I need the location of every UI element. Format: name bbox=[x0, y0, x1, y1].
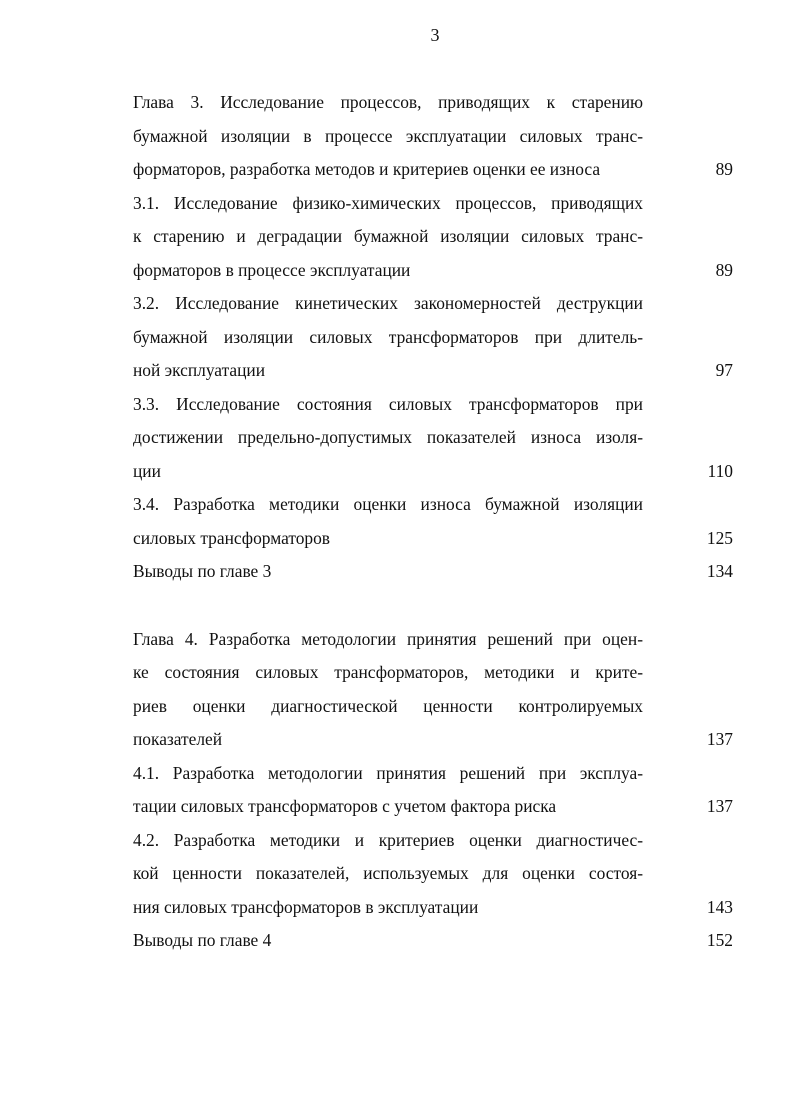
toc-entry-conclusions-4 bbox=[133, 924, 733, 958]
toc-entry-section-3-2 bbox=[133, 287, 733, 388]
toc-line bbox=[133, 924, 733, 958]
toc-line bbox=[133, 455, 733, 489]
toc-line-text: форматоров, разработка методов и критериев оценки ее износа bbox=[133, 159, 601, 179]
toc-page-number: 137 bbox=[706, 729, 733, 749]
toc-line-text: кой ценности показателей, используемых для оценки состоя- bbox=[133, 863, 643, 883]
toc-line-text: ке состояния силовых трансформаторов, методики и крите- bbox=[133, 662, 643, 682]
toc-entry-section-4-1 bbox=[133, 757, 733, 824]
toc-line bbox=[133, 153, 733, 187]
toc-line-text: бумажной изоляции силовых трансформаторов при длитель- bbox=[133, 326, 643, 347]
toc-entry-chapter-3 bbox=[133, 86, 733, 187]
toc-line bbox=[133, 120, 733, 154]
toc-entry-section-3-1 bbox=[133, 187, 733, 288]
toc-line bbox=[133, 187, 733, 221]
toc-line bbox=[133, 723, 733, 757]
toc-line bbox=[133, 824, 733, 858]
toc-page-number: 110 bbox=[707, 460, 733, 481]
toc-line bbox=[133, 254, 733, 288]
toc-line-text: 3.2. Исследование кинетических закономерностей деструкции bbox=[133, 293, 643, 313]
toc-entry-conclusions-3 bbox=[133, 555, 733, 589]
toc-line bbox=[133, 623, 733, 657]
toc-line-text: тации силовых трансформаторов с учетом фактора риска bbox=[133, 796, 557, 816]
toc-line bbox=[133, 555, 733, 589]
toc-line-text: 3.4. Разработка методики оценки износа бумажной изоляции bbox=[133, 494, 643, 514]
toc-line-text: форматоров в процессе эксплуатации bbox=[133, 259, 411, 280]
toc-line bbox=[133, 220, 733, 254]
toc-line bbox=[133, 891, 733, 925]
toc-line-text: достижении предельно-допустимых показателей износа изоля- bbox=[133, 427, 643, 447]
toc-line bbox=[133, 388, 733, 422]
toc-page-number: 89 bbox=[715, 259, 733, 280]
toc-line-text: Глава 4. Разработка методологии принятия решений при оцен- bbox=[133, 628, 643, 649]
toc-entry-chapter-4 bbox=[133, 623, 733, 757]
toc-line bbox=[133, 690, 733, 724]
toc-line-text: 3.1. Исследование физико-химических процессов, приводящих bbox=[133, 192, 643, 213]
toc-line bbox=[133, 354, 733, 388]
toc-page-number: 134 bbox=[706, 561, 733, 581]
toc-line bbox=[133, 522, 733, 556]
toc-line-text: Выводы по главе 4 bbox=[133, 930, 272, 950]
toc-line-text: Глава 3. Исследование процессов, приводящих к старению bbox=[133, 92, 643, 112]
toc-line-text: 4.1. Разработка методологии принятия решений при эксплуа- bbox=[133, 762, 643, 783]
page-number: 3 bbox=[430, 25, 440, 45]
toc-line-text: ния силовых трансформаторов в эксплуатации bbox=[133, 896, 479, 917]
chapter-gap bbox=[133, 589, 733, 623]
toc-line bbox=[133, 86, 733, 120]
toc-entry-section-4-2 bbox=[133, 824, 733, 925]
toc-line-text: бумажной изоляции в процессе эксплуатации силовых транс- bbox=[133, 125, 643, 146]
toc-line bbox=[133, 857, 733, 891]
toc-line bbox=[133, 488, 733, 522]
toc-line bbox=[133, 421, 733, 455]
toc-line-text: к старению и деградации бумажной изоляции силовых транс- bbox=[133, 226, 643, 246]
toc-page-number: 97 bbox=[715, 360, 733, 380]
toc-line-text: ной эксплуатации bbox=[133, 360, 266, 380]
toc-entry-section-3-3 bbox=[133, 388, 733, 489]
toc-line-text: риев оценки диагностической ценности контролируемых bbox=[133, 695, 643, 716]
toc-entry-section-3-4 bbox=[133, 488, 733, 555]
toc-line bbox=[133, 321, 733, 355]
toc-line bbox=[133, 790, 733, 824]
toc-line-text: ции bbox=[133, 460, 161, 481]
toc-line-text: силовых трансформаторов bbox=[133, 527, 331, 548]
toc-page-number: 137 bbox=[706, 796, 733, 816]
toc-page-number: 143 bbox=[706, 896, 733, 917]
toc-page-number: 89 bbox=[715, 159, 733, 179]
toc-page-number: 152 bbox=[706, 930, 733, 950]
toc-line-text: 4.2. Разработка методики и критериев оценки диагностичес- bbox=[133, 829, 643, 850]
toc-line-text: показателей bbox=[133, 729, 223, 749]
toc-line-text: Выводы по главе 3 bbox=[133, 561, 272, 581]
toc-line bbox=[133, 757, 733, 791]
table-of-contents bbox=[133, 86, 733, 958]
toc-line bbox=[133, 287, 733, 321]
toc-line bbox=[133, 656, 733, 690]
toc-line-text: 3.3. Исследование состояния силовых трансформаторов при bbox=[133, 393, 643, 414]
toc-page-number: 125 bbox=[706, 527, 733, 548]
